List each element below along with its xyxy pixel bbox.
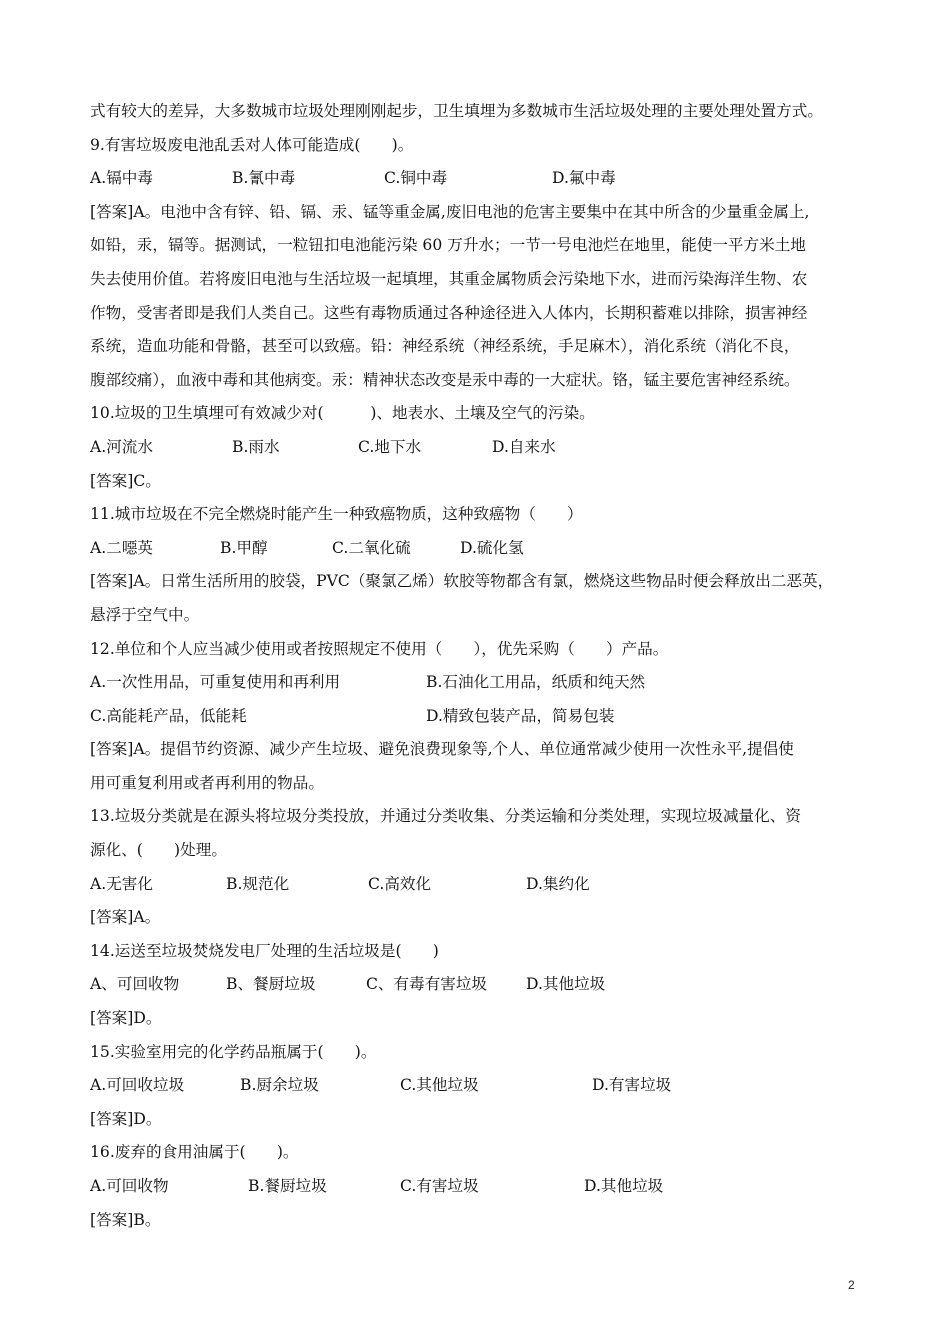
option-a: A.无害化 xyxy=(90,874,153,893)
page-number: 2 xyxy=(848,1278,855,1292)
paragraph-line: 失去使用价值。若将废旧电池与生活垃圾一起填埋，其重金属物质会污染地下水，进而污染海洋生物、农 xyxy=(90,269,808,288)
option-a: A.二噁英 xyxy=(90,538,153,557)
question-line: 12.单位和个人应当减少使用或者按照规定不使用（ ），优先采购（ ）产品。 xyxy=(90,639,669,658)
answer-options xyxy=(90,431,870,465)
answer-options xyxy=(90,868,870,902)
option-b: B.餐厨垃圾 xyxy=(248,1177,327,1195)
option-d: D.有害垃圾 xyxy=(592,1076,672,1095)
answer-line: [答案]D。 xyxy=(90,1109,162,1128)
question-line: 16.废弃的食用油属于( )。 xyxy=(90,1143,299,1162)
option-b: B.甲醇 xyxy=(220,538,268,557)
answer-line: [答案]A。电池中含有锌、铅、镉、汞、锰等重金属,废旧电池的危害主要集中在其中所含的少量重金属上, xyxy=(90,202,810,221)
option-a: A、可回收物 xyxy=(90,975,180,994)
paragraph-line: 如铅，汞，镉等。据测试，一粒钮扣电池能污染 60 万升水；一节一号电池烂在地里，能使一平方米土地 xyxy=(90,236,806,255)
answer-options xyxy=(90,162,870,196)
option-d: D.其他垃圾 xyxy=(584,1177,664,1195)
document-body xyxy=(90,95,870,1237)
option-a: A.镉中毒 xyxy=(90,169,153,188)
answer-line: [答案]A。提倡节约资源、减少产生垃圾、避免浪费现象等,个人、单位通常减少使用一次性永平,提倡使 xyxy=(90,740,794,759)
option-d: D.硫化氢 xyxy=(460,538,524,557)
paragraph-line: 用可重复利用或者再利用的物品。 xyxy=(90,773,324,792)
option-c: C.高效化 xyxy=(368,874,432,893)
option-a: A.可回收物 xyxy=(90,1177,169,1195)
option-c: C.有害垃圾 xyxy=(400,1177,479,1195)
option-b: B、餐厨垃圾 xyxy=(226,975,316,994)
option-d: D.其他垃圾 xyxy=(526,975,606,994)
option-c: C、有毒有害垃圾 xyxy=(366,975,488,994)
answer-line: [答案]C。 xyxy=(90,471,161,490)
option-c: C.铜中毒 xyxy=(384,169,448,188)
answer-options xyxy=(90,1069,870,1103)
option-b: B.石油化工用品，纸质和纯天然 xyxy=(426,673,646,692)
option-b: D.精致包装产品，简易包装 xyxy=(426,706,615,725)
question-line: 9.有害垃圾废电池乱丢对人体可能造成( )。 xyxy=(90,135,414,154)
answer-options xyxy=(90,666,870,700)
answer-options xyxy=(90,1170,870,1204)
option-a: A.一次性用品，可重复使用和再利用 xyxy=(90,673,341,692)
answer-line: [答案]D。 xyxy=(90,1009,162,1028)
option-d: D.氟中毒 xyxy=(552,169,616,188)
question-line: 15.实验室用完的化学药品瓶属于( )。 xyxy=(90,1042,377,1061)
paragraph-line: 系统，造血功能和骨骼，甚至可以致癌。铅：神经系统（神经系统，手足麻木），消化系统（消化不良， xyxy=(90,337,800,356)
answer-options xyxy=(90,532,870,566)
option-c: C.二氧化硫 xyxy=(332,538,411,557)
option-c: C.地下水 xyxy=(358,437,422,456)
answer-line: [答案]A。日常生活所用的胶袋，PVC（聚氯乙烯）软胶等物都含有氯，燃烧这些物品时便会释放出二恶英， xyxy=(90,572,834,591)
option-b: B.厨余垃圾 xyxy=(240,1076,319,1095)
paragraph-line: 腹部绞痛），血液中毒和其他病变。汞：精神状态改变是汞中毒的一大症状。铬，锰主要危害神经系统。 xyxy=(90,370,800,389)
option-b: B.雨水 xyxy=(232,437,280,456)
question-line: 14.运送至垃圾焚烧发电厂处理的生活垃圾是( ) xyxy=(90,941,439,960)
answer-line: [答案]A。 xyxy=(90,908,161,927)
paragraph-line: 作物，受害者即是我们人类自己。这些有毒物质通过各种途径进入人体内，长期积蓄难以排除，损害神经 xyxy=(90,303,808,322)
question-line: 11.城市垃圾在不完全燃烧时能产生一种致癌物质，这种致癌物（ ） xyxy=(90,505,583,524)
option-d: D.自来水 xyxy=(492,437,556,456)
option-b: B.氰中毒 xyxy=(232,169,296,188)
option-a: A.可回收垃圾 xyxy=(90,1076,185,1095)
paragraph-line: 悬浮于空气中。 xyxy=(90,605,200,624)
paragraph-line: 源化、( )处理。 xyxy=(90,841,227,860)
answer-line: [答案]B。 xyxy=(90,1210,161,1229)
text-lines xyxy=(90,95,870,1237)
question-line: 10.垃圾的卫生填埋可有效减少对( )、地表水、土壤及空气的污染。 xyxy=(90,404,595,423)
option-b: B.规范化 xyxy=(226,874,290,893)
answer-options xyxy=(90,968,870,1002)
option-a: C.高能耗产品，低能耗 xyxy=(90,706,247,725)
option-a: A.河流水 xyxy=(90,437,153,456)
option-d: D.集约化 xyxy=(526,874,590,893)
paragraph-line: 式有较大的差异，大多数城市垃圾处理刚刚起步，卫生填埋为多数城市生活垃圾处理的主要处理处置方式。 xyxy=(90,102,823,120)
question-line: 13.垃圾分类就是在源头将垃圾分类投放，并通过分类收集、分类运输和分类处理，实现垃圾减量化、资 xyxy=(90,807,801,826)
option-c: C.其他垃圾 xyxy=(400,1076,479,1095)
answer-options xyxy=(90,700,870,734)
